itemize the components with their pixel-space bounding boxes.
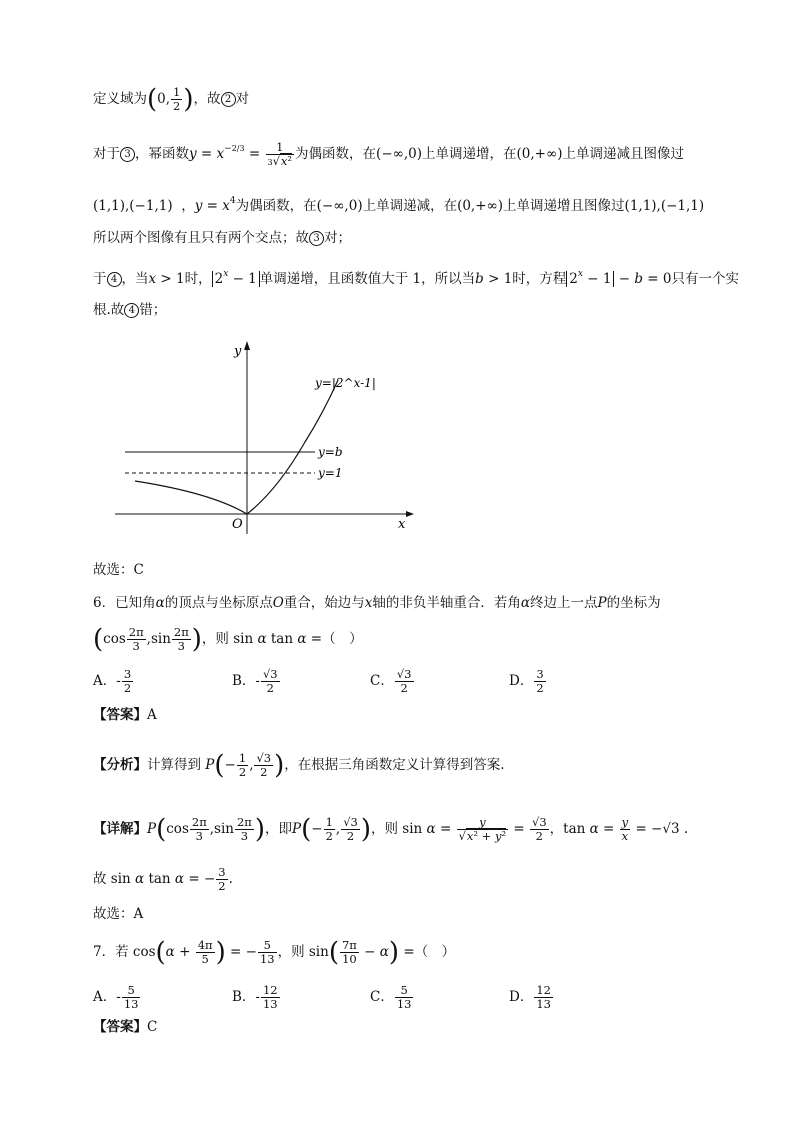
q7-option-b[interactable]: B．- $\frac{12}{13}$ — [232, 983, 278, 1011]
answer-6: 【答案】A — [93, 707, 157, 723]
function-graph-figure — [110, 338, 420, 538]
domain-line: 定义域为(0, $\frac{1}{2}$ )，故 2 对 — [93, 84, 250, 115]
question-7: 7．若 cos(α + $\frac{4\pi}{5}$ ) = − $\frac{5}{13}$ ，则 sin( $\frac{7\pi}{10}$ − α) =（ ） — [93, 937, 456, 968]
detail: 【详解】P(cos $\frac{2\pi}{3}$ ,sin $\frac{2\pi}{3}$ )，即P(− $\frac{1}{2}$ , $\frac{√3}{2}$ )，则 sin α = $\frac{y}{\text{√x² + y²}}$ = $\frac{√3}{2}$ ，tan α = $\frac{y}{x}$ = −√3 . — [93, 814, 689, 845]
statement-4-conclusion: 根.故 4 错； — [93, 302, 167, 318]
q7-option-c[interactable]: C． $\frac{5}{13}$ — [370, 983, 412, 1011]
choose-a: 故选：A — [93, 906, 144, 922]
analysis: 【分析】计算得到 P(− $\frac{1}{2}$ , $\frac{√3}{2}$ )，在根据三角函数定义计算得到答案. — [93, 750, 505, 781]
q7-option-a[interactable]: A．- $\frac{5}{13}$ — [93, 983, 139, 1011]
answer-7: 【答案】C — [93, 1019, 158, 1035]
q6-option-d[interactable]: D． $\frac{3}{2}$ — [509, 667, 544, 695]
q6-option-b[interactable]: B．- $\frac{√3}{2}$ — [232, 667, 278, 695]
question-6: 6．已知角α的顶点与坐标原点O重合，始边与x轴的非负半轴重合．若角α终边上一点P的坐标为 — [93, 595, 661, 611]
y-axis-label: y — [234, 344, 242, 359]
statement-3-line: 对于 3 ，幂函数$y = x^{-2/3}$ = $\frac{1}{\text{3√x²}}$ 为偶函数，在(−∞,0)上单调递增，在(0,+∞)上单调递减且图像过 — [93, 139, 684, 168]
line-1-label: y=1 — [318, 466, 343, 480]
origin-label: O — [232, 517, 243, 532]
statement-3-line2: (1,1),(−1,1) ，$y = x^4$为偶函数，在(−∞,0)上单调递减，在(0,+∞)上单调递增且图像过(1,1),(−1,1) — [93, 196, 705, 214]
conclusion-6: 故 sin α tan α = − $\frac{3}{2}$ . — [93, 865, 233, 893]
q6-option-a[interactable]: A．- $\frac{3}{2}$ — [93, 667, 132, 695]
statement-3-conclusion: 所以两个图像有且只有两个交点；故 3 对； — [93, 230, 351, 246]
curve-label: y=|2^x-1| — [315, 376, 376, 390]
choose-c: 故选：C — [93, 562, 144, 578]
q6-option-c[interactable]: C． $\frac{√3}{2}$ — [370, 667, 412, 695]
question-6-coords: (cos $\frac{2\pi}{3}$ ,sin $\frac{2\pi}{3}$ )，则 sin α tan α =（ ） — [93, 624, 363, 655]
q7-option-d[interactable]: D． $\frac{12}{13}$ — [509, 983, 551, 1011]
statement-4-line: 于 4 ，当x > 1时， $2^x - 1$ 单调递增，且函数值大于 1，所以当b > 1时，方程 $2^x - 1 - b = 0$只有一个实 — [93, 269, 739, 287]
line-b-label: y=b — [318, 445, 343, 459]
x-axis-label: x — [398, 517, 406, 532]
